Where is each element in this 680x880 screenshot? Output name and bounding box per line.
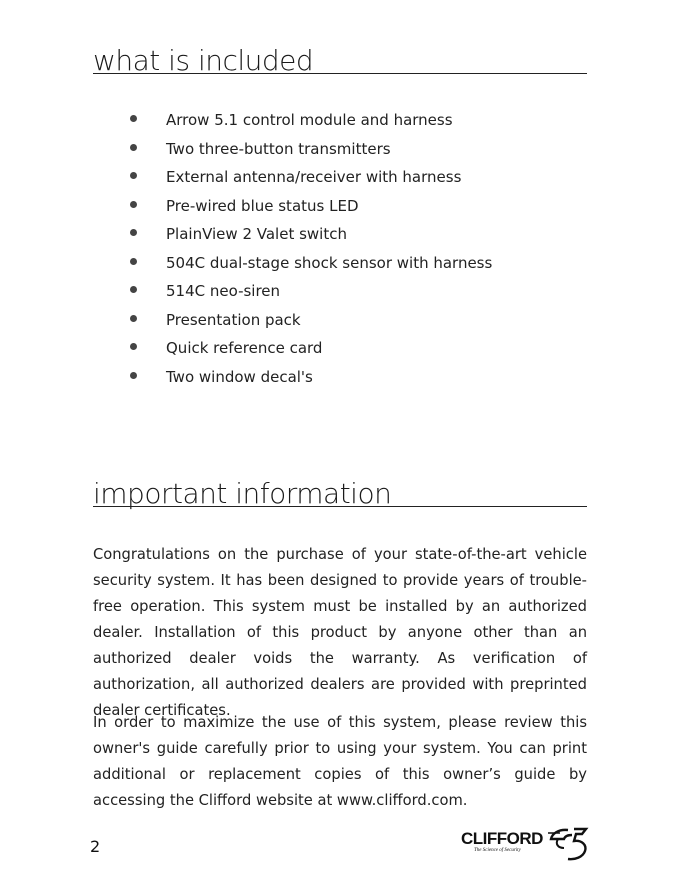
paragraph-owners-guide: In order to maximize the use of this system, please review this owner's guide carefully prior to using your system. You can print additional or replacement copies of this owner’s guide by accessing the Clifford website at www.clifford.com. bbox=[93, 714, 587, 809]
section-heading-included: what is included bbox=[93, 46, 587, 74]
bullet-icon bbox=[130, 172, 137, 179]
list-item: Two three-button transmitters bbox=[130, 136, 492, 165]
list-item: Arrow 5.1 control module and harness bbox=[130, 107, 492, 136]
logo-tagline: The Science of Security bbox=[474, 848, 521, 853]
bullet-icon bbox=[130, 315, 137, 322]
section-heading-important: important information bbox=[93, 479, 587, 507]
g5-emblem-icon bbox=[546, 826, 590, 862]
bullet-icon bbox=[130, 229, 137, 236]
list-item: 504C dual-stage shock sensor with harness bbox=[130, 250, 492, 279]
list-item: Two window decal's bbox=[130, 364, 492, 393]
bullet-icon bbox=[130, 343, 137, 350]
list-item: Quick reference card bbox=[130, 335, 492, 364]
bullet-icon bbox=[130, 258, 137, 265]
page-number: 2 bbox=[90, 837, 101, 856]
clifford-logo bbox=[460, 826, 590, 862]
bullet-icon bbox=[130, 144, 137, 151]
list-item: Pre-wired blue status LED bbox=[130, 193, 492, 222]
list-item: Presentation pack bbox=[130, 307, 492, 336]
list-item: 514C neo-siren bbox=[130, 278, 492, 307]
bullet-icon bbox=[130, 286, 137, 293]
bullet-icon bbox=[130, 372, 137, 379]
logo-wordmark: CLIFFORD bbox=[461, 829, 543, 848]
paragraph-congratulations: Congratulations on the purchase of your state-of-the-art vehicle security system. It has been designed to provide years of trouble-free operation. This system must be installed by an authorized dealer. Installation of this product by anyone other than an authorized dealer voids the warranty. As verification of authorization, all authorized dealers are provided with preprinted dealer certificates. bbox=[93, 546, 587, 719]
list-item: PlainView 2 Valet switch bbox=[130, 221, 492, 250]
list-item: External antenna/receiver with harness bbox=[130, 164, 492, 193]
included-items-list bbox=[130, 107, 492, 392]
bullet-icon bbox=[130, 201, 137, 208]
bullet-icon bbox=[130, 115, 137, 122]
